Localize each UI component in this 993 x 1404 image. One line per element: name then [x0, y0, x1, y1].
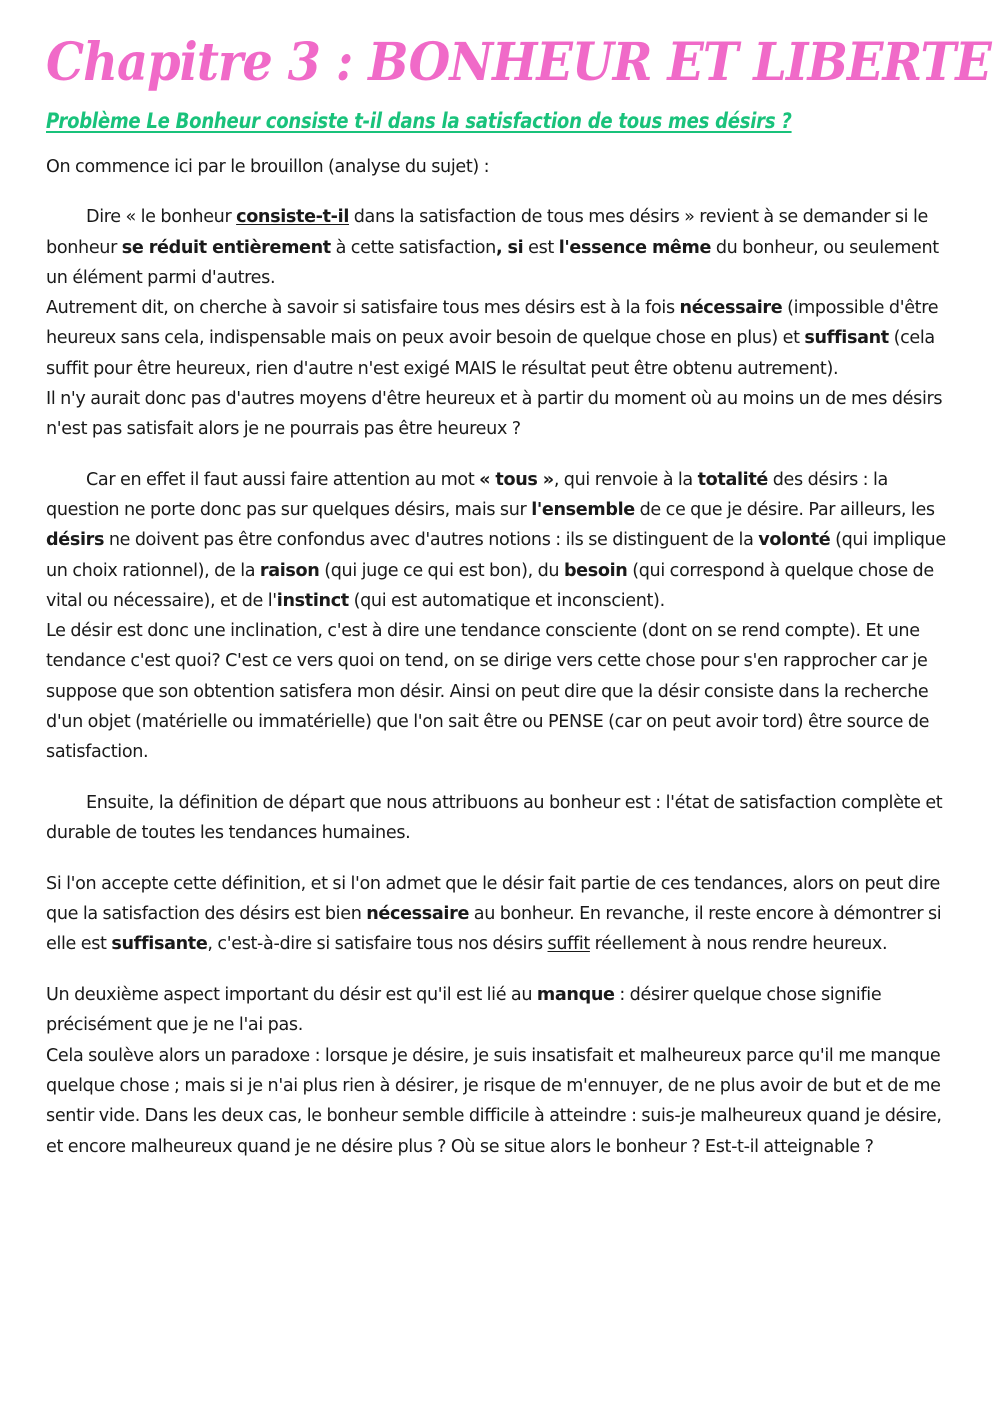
paragraph-necessaire-suffisant: Autrement dit, on cherche à savoir si satisfaire tous mes désirs est à la fois nécessaire (impossible d'être heureux sans cela, indispensable mais on peux avoir besoin de quelque chose en plus) et suffisant (cela suffit pour être heureux, rien d'autre n'est exigé MAIS le résultat peut être obtenu autrement).	[46, 298, 939, 379]
paragraph-definition: Ensuite, la définition de départ que nous attribuons au bonheur est : l'état de satisfaction complète et durable de toutes les tendances humaines.	[46, 792, 943, 843]
paragraph-paradoxe: Cela soulève alors un paradoxe : lorsque je désire, je suis insatisfait et malheureux parce qu'il me manque quelque chose ; mais si je n'ai plus rien à désirer, je risque de m'ennuyer, de ne plus avoir de but et de me sentir vide. Dans les deux cas, le bonheur semble difficile à atteindre : suis-je malheureux quand je désire, et encore malheureux quand je ne désire plus ? Où se situe alors le bonheur ? Est-t-il atteignable ?	[46, 1045, 942, 1157]
paragraph-manque: Un deuxième aspect important du désir est qu'il est lié au manque : désirer quelque chose signifie précisément que je ne l'ai pas.	[46, 985, 882, 1036]
paragraph-tous: Car en effet il faut aussi faire attention au mot « tous », qui renvoie à la totalité des désirs : la question ne porte donc pas sur quelques désirs, mais sur l'ensemble de ce que je désire. Par ailleurs, les désirs ne doivent pas être confondus avec d'autres notions : ils se distinguent de la volonté (qui implique un choix rationnel), de la raison (qui juge ce qui est bon), du besoin (qui correspond à quelque chose de vital ou nécessaire), et de l'instinct (qui est automatique et inconscient).	[46, 469, 946, 611]
paragraph-accepte-definition: Si l'on accepte cette définition, et si l'on admet que le désir fait partie de ces tendances, alors on peut dire que la satisfaction des désirs est bien nécessaire au bonheur. En revanche, il reste encore à démontrer si elle est suffisante, c'est-à-dire si satisfaire tous nos désirs suffit réellement à nous rendre heureux.	[46, 873, 942, 955]
paragraph-inclination: Le désir est donc une inclination, c'est à dire une tendance consciente (dont on se rend compte). Et une tendance c'est quoi? C'est ce vers quoi on tend, on se dirige vers cette chose pour s'en rapprocher car je suppose que son obtention satisfera mon désir. Ainsi on peut dire que la désir consiste dans la recherche d'un objet (matérielle ou immatérielle) que l'on sait être ou PENSE (car on peut avoir tord) être source de satisfaction.	[46, 621, 930, 763]
document-page	[46, 28, 991, 1162]
paragraph-consiste: Dire « le bonheur consiste-t-il dans la satisfaction de tous mes désirs » revient à se demander si le bonheur se réduit entièrement à cette satisfaction, si est l'essence même du bonheur, ou seulement un élément parmi d'autres.	[46, 207, 939, 288]
problem-heading: Problème Le Bonheur consiste t-il dans la satisfaction de tous mes désirs ?	[46, 109, 792, 133]
paragraph-autres-moyens: Il n'y aurait donc pas d'autres moyens d'être heureux et à partir du moment où au moins un de mes désirs n'est pas satisfait alors je ne pourrais pas être heureux ?	[46, 389, 943, 440]
intro-paragraph: On commence ici par le brouillon (analyse du sujet) :	[46, 157, 490, 177]
chapter-title: Chapitre 3 : BONHEUR ET LIBERTE	[46, 32, 991, 93]
